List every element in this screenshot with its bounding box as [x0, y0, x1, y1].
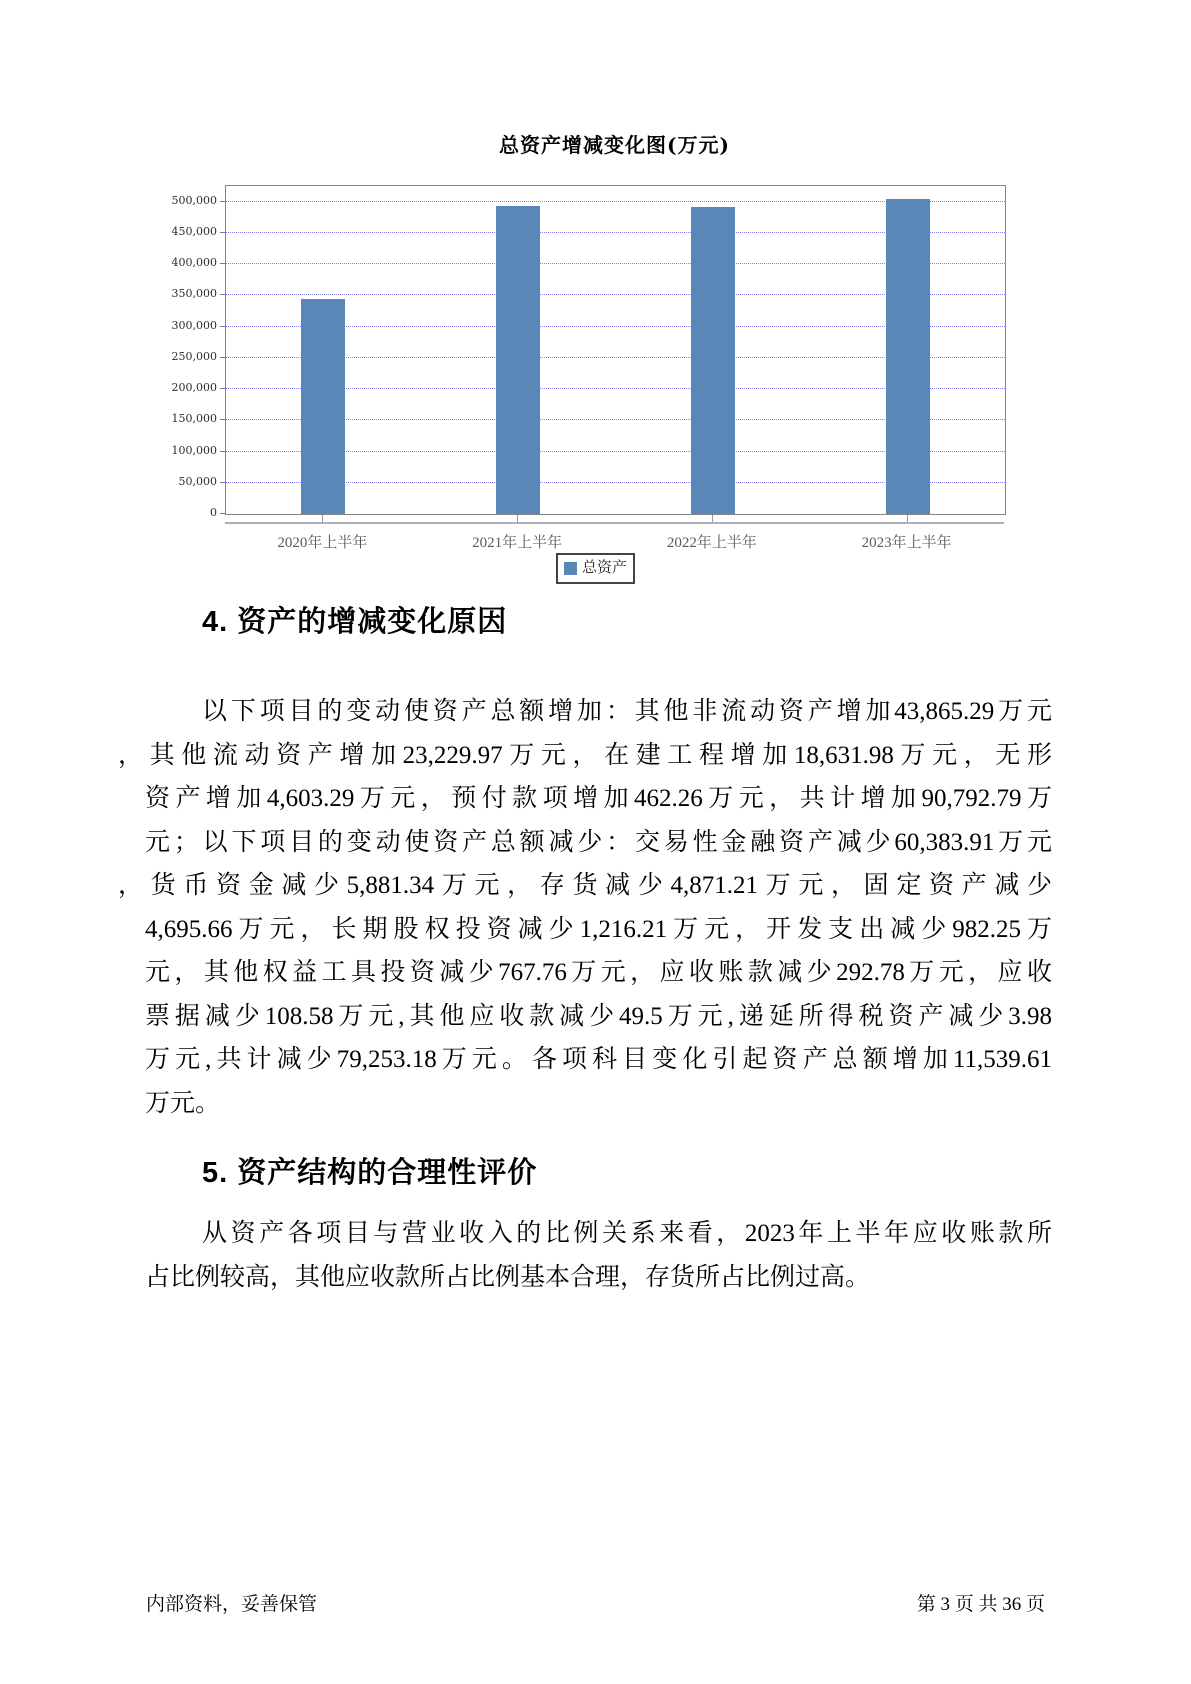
- footer-page-number: 第 3 页 共 36 页: [916, 1594, 1045, 1615]
- paragraph-line: 票据减少108.58万元,其他应收款减少49.5万元,递延所得税资产减少3.98: [145, 1002, 1052, 1030]
- bar-2021年上半年: [496, 206, 540, 514]
- y-axis-tick: [220, 513, 225, 514]
- paragraph-line: 元，其他权益工具投资减少767.76万元，应收账款减少292.78万元，应收: [145, 959, 1052, 986]
- x-axis-label: 2021年上半年: [472, 535, 563, 551]
- y-axis-tick: [220, 482, 225, 483]
- chart-legend: [556, 553, 635, 584]
- y-axis-tick: [220, 357, 225, 358]
- y-axis-tick: [220, 451, 225, 452]
- y-axis-tick: [220, 232, 225, 233]
- paragraph-line: ，其他流动资产增加23,229.97万元，在建工程增加18,631.98万元，无形: [118, 741, 1052, 769]
- y-axis-label: 100,000: [171, 443, 217, 457]
- chart-category-axis-line: [225, 522, 1004, 524]
- y-axis-label: 300,000: [171, 318, 217, 332]
- legend-swatch-icon: [564, 562, 577, 575]
- y-axis-label: 350,000: [171, 287, 217, 301]
- section-heading-5: 5. 资产结构的合理性评价: [202, 1157, 538, 1189]
- bar-2022年上半年: [691, 207, 735, 514]
- paragraph-line: ，货币资金减少5,881.34万元，存货减少4,871.21万元，固定资产减少: [118, 872, 1052, 899]
- x-axis-label: 2022年上半年: [666, 535, 757, 551]
- paragraph-line: 万元。: [145, 1089, 221, 1117]
- y-axis-label: 250,000: [171, 349, 217, 363]
- y-axis-label: 200,000: [171, 381, 217, 395]
- y-axis-tick: [220, 388, 225, 389]
- y-axis-label: 50,000: [178, 474, 217, 488]
- section-5-paragraph: [145, 1212, 1052, 1299]
- page-footer: [146, 1589, 1045, 1616]
- y-axis-tick: [220, 419, 225, 420]
- legend-series-label: 总资产: [581, 560, 627, 576]
- paragraph-line: 以下项目的变动使资产总额增加：其他非流动资产增加43,865.29万元: [202, 698, 1052, 725]
- paragraph-line: 资产增加4,603.29万元，预付款项增加462.26万元，共计增加90,792.79万: [145, 785, 1052, 812]
- paragraph-line: 从资产各项目与营业收入的比例关系来看，2023年上半年应收账款所: [202, 1220, 1052, 1247]
- bar-2020年上半年: [301, 299, 345, 514]
- y-axis-label: 150,000: [171, 412, 217, 426]
- y-axis-tick: [220, 201, 225, 202]
- x-axis-tick: [322, 515, 323, 522]
- y-axis-tick: [220, 326, 225, 327]
- section-4-paragraph: [118, 690, 1052, 1125]
- x-axis-label: 2020年上半年: [277, 535, 368, 551]
- footer-confidential-note: 内部资料，妥善保管: [146, 1594, 318, 1615]
- x-axis-tick: [712, 515, 713, 522]
- y-axis-label: 450,000: [171, 224, 217, 238]
- paragraph-line: 占比例较高，其他应收款所占比例基本合理，存货所占比例过高。: [145, 1263, 871, 1291]
- y-axis-tick: [220, 294, 225, 295]
- x-axis-tick: [517, 515, 518, 522]
- paragraph-line: 元；以下项目的变动使资产总额减少：交易性金融资产减少60,383.91万元: [145, 828, 1052, 856]
- y-axis-label: 500,000: [171, 193, 217, 207]
- x-axis-label: 2023年上半年: [861, 535, 952, 551]
- chart-plot-area: [225, 185, 1006, 515]
- y-axis-tick: [220, 263, 225, 264]
- paragraph-line: 4,695.66万元，长期股权投资减少1,216.21万元，开发支出减少982.25万: [145, 915, 1052, 943]
- bar-2023年上半年: [886, 199, 930, 514]
- y-axis-label: 0: [210, 506, 217, 519]
- chart-title: 总资产增减变化图(万元): [499, 133, 730, 157]
- section-heading-4: 4. 资产的增减变化原因: [202, 606, 508, 638]
- y-axis-label: 400,000: [171, 256, 217, 270]
- x-axis-tick: [907, 515, 908, 522]
- paragraph-line: 万元,共计减少79,253.18万元。各项科目变化引起资产总额增加11,539.61: [145, 1046, 1052, 1073]
